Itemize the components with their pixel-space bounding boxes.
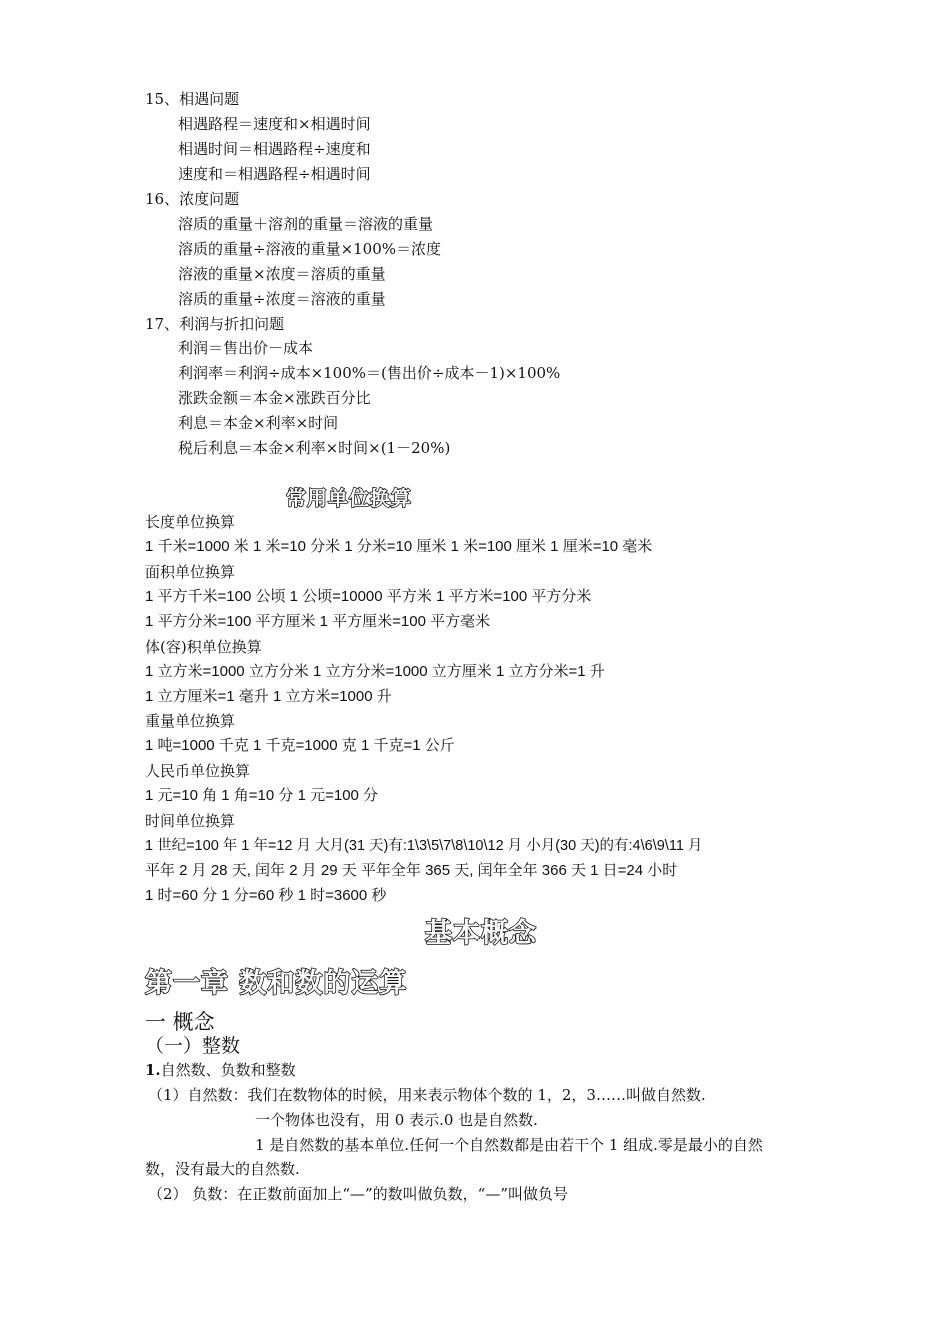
conversion-line: 1 世纪=100 年 1 年=12 月 大月(31 天)有:1\3\5\7\8\10\12 月 小月(30 天)的有:4\6\9\11 月 (145, 838, 703, 854)
conversion-line: 平年 2 月 28 天, 闰年 2 月 29 天 平年全年 365 天, 闰年全年 366 天 1 日=24 小时 (145, 862, 678, 879)
section-15-heading: 15、相遇问题 (145, 90, 240, 108)
volume-heading: 体(容)积单位换算 (145, 638, 262, 656)
conversion-line: 1 立方厘米=1 毫升 1 立方米=1000 升 (145, 688, 392, 705)
conversion-line: 1 吨=1000 千克 1 千克=1000 克 1 千克=1 公斤 (145, 737, 455, 754)
formula-line: 利润率＝利润÷成本×100%＝(售出价÷成本－1)×100% (178, 364, 561, 382)
paragraph: （2） 负数：在正数前面加上“—”的数叫做负数，“—”叫做负号 (148, 1185, 568, 1203)
subsection-heading: （一）整数 (145, 1035, 241, 1057)
conversion-line: 1 立方米=1000 立方分米 1 立方分米=1000 立方厘米 1 立方分米=1 升 (145, 663, 605, 680)
section-heading: 一 概念 (145, 1010, 215, 1034)
formula-line: 相遇时间＝相遇路程÷速度和 (178, 140, 371, 158)
length-heading: 长度单位换算 (145, 513, 236, 531)
area-heading: 面积单位换算 (145, 563, 236, 581)
paragraph: 数，没有最大的自然数. (145, 1160, 300, 1178)
units-title: 常用单位换算 (286, 486, 412, 510)
paragraph: 一个物体也没有，用 0 表示.0 也是自然数. (255, 1111, 538, 1129)
formula-line: 相遇路程＝速度和×相遇时间 (178, 115, 371, 133)
section-17-heading: 17、利润与折扣问题 (145, 315, 285, 333)
formula-line: 涨跌金额＝本金×涨跌百分比 (178, 389, 371, 407)
conversion-line: 1 平方分米=100 平方厘米 1 平方厘米=100 平方毫米 (145, 613, 491, 630)
formula-line: 溶质的重量÷浓度＝溶液的重量 (178, 290, 386, 308)
time-heading: 时间单位换算 (145, 812, 236, 830)
formula-line: 税后利息＝本金×利率×时间×(1－20%) (178, 439, 451, 457)
formula-line: 溶质的重量＋溶剂的重量＝溶液的重量 (178, 215, 434, 233)
paragraph: （1）自然数：我们在数物体的时候，用来表示物体个数的 1，2，3……叫做自然数. (148, 1086, 706, 1104)
item-number: 1. (145, 1061, 161, 1079)
paragraph: 1 是自然数的基本单位.任何一个自然数都是由若干个 1 组成.零是最小的自然 (255, 1136, 763, 1154)
chapter-title: 第一章 数和数的运算 (145, 968, 408, 999)
concepts-title: 基本概念 (425, 918, 537, 949)
conversion-line: 1 平方千米=100 公顷 1 公顷=10000 平方米 1 平方米=100 平方分米 (145, 588, 592, 605)
formula-line: 溶液的重量×浓度＝溶质的重量 (178, 265, 386, 283)
formula-line: 利润＝售出价－成本 (178, 339, 314, 357)
section-16-heading: 16、浓度问题 (145, 190, 240, 208)
conversion-line: 1 时=60 分 1 分=60 秒 1 时=3600 秒 (145, 887, 387, 904)
item-title: 自然数、负数和整数 (160, 1061, 296, 1079)
weight-heading: 重量单位换算 (145, 712, 236, 730)
conversion-line: 1 千米=1000 米 1 米=10 分米 1 分米=10 厘米 1 米=100 厘米 1 厘米=10 毫米 (145, 538, 653, 555)
formula-line: 利息＝本金×利率×时间 (178, 414, 339, 432)
formula-line: 速度和＝相遇路程÷相遇时间 (178, 165, 371, 183)
formula-line: 溶质的重量÷溶液的重量×100%＝浓度 (178, 240, 442, 258)
conversion-line: 1 元=10 角 1 角=10 分 1 元=100 分 (145, 787, 379, 804)
item-heading (145, 1060, 296, 1080)
rmb-heading: 人民币单位换算 (145, 762, 251, 780)
